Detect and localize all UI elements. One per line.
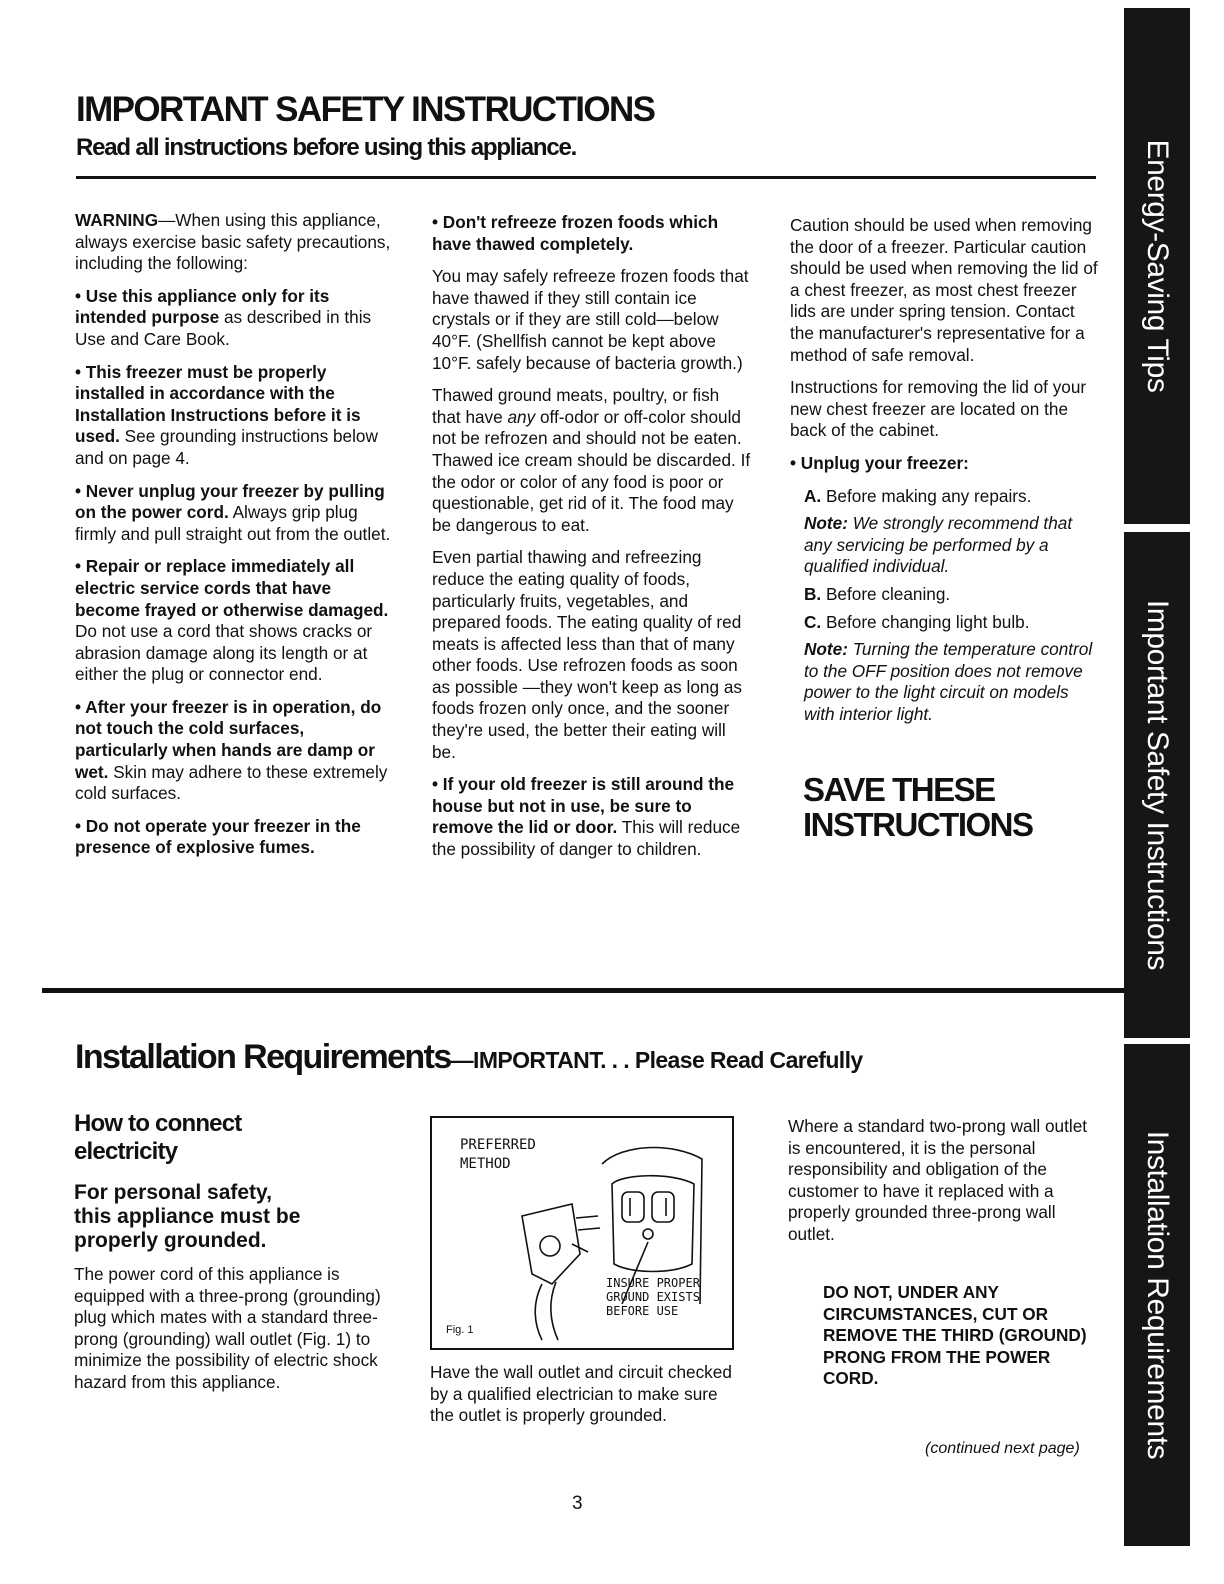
plug-dial bbox=[540, 1236, 560, 1256]
page-number: 3 bbox=[572, 1493, 583, 1514]
refreeze-paragraph: You may safely refreeze frozen foods that have thawed if they still contain ice crystals or if they are still cold—below 40°F. (Shellfish cannot be kept above 10°F. safely because of bacteria growth.) bbox=[432, 266, 749, 373]
continued-note: (continued next page) bbox=[925, 1440, 1080, 1457]
ground-prong-warning: DO NOT, UNDER ANY CIRCUMSTANCES, CUT OR REMOVE THE THIRD (GROUND) PRONG FROM THE POWER CORD. bbox=[823, 1282, 1087, 1389]
note-temperature-control: Note: Turning the temperature control to the OFF position does not remove power to the light circuit on models with interior light. bbox=[804, 639, 1093, 724]
bullet-unplug: • Unplug your freezer: bbox=[790, 452, 969, 473]
power-cord bbox=[535, 1284, 542, 1340]
bullet-repair-cords: • Repair or replace immediately all electric service cords that have become frayed or otherwise damaged. Do not use a cord that shows cracks or abrasion damage along its length or at either the plug or connector end. bbox=[75, 556, 389, 685]
section-divider bbox=[42, 988, 1124, 993]
save-instructions-heading: SAVE THESE INSTRUCTIONS bbox=[803, 771, 1033, 843]
warning-label: WARNING bbox=[75, 210, 159, 230]
safety-column-2 bbox=[432, 212, 752, 872]
plug-prong-1 bbox=[576, 1216, 598, 1218]
lid-instructions-paragraph: Instructions for removing the lid of your new chest freezer are located on the back of the cabinet. bbox=[790, 377, 1087, 441]
ground-hole bbox=[643, 1229, 653, 1239]
partial-thawing-paragraph: Even partial thawing and refreezing reduce the eating quality of foods, particularly fruits, vegetables, and prepared foods. The eating quality of red meats is affected less than that of many other foods. Use refrozen foods as soon as possible —they won't keep as long as foods frozen only once, and the sooner they're used, the better their eating will be. bbox=[432, 547, 742, 762]
outlet-slot-right bbox=[652, 1192, 674, 1222]
outlet-slot-left bbox=[622, 1192, 644, 1222]
power-cord-paragraph: The power cord of this appliance is equipped with a three-prong (grounding) plug which mates with a standard three-prong (grounding) wall outlet (Fig. 1) to minimize the possibility of electric shock hazard from this appliance. bbox=[74, 1264, 381, 1392]
figure-insure-ground: INSURE PROPER GROUND EXISTS BEFORE USE bbox=[606, 1276, 700, 1318]
bullet-never-unplug: • Never unplug your freezer by pulling on the power cord. Always grip plug firmly and pull straight out from the outlet. bbox=[75, 480, 391, 544]
note-servicing: Note: We strongly recommend that any servicing be performed by a qualified individual. bbox=[804, 513, 1073, 577]
how-to-connect-heading: How to connect electricity bbox=[74, 1110, 242, 1165]
safety-column-1 bbox=[75, 210, 395, 870]
unplug-item-c: C. Before changing light bulb. bbox=[804, 611, 1030, 632]
side-tab-energy-saving-tips: Energy-Saving Tips bbox=[1124, 8, 1190, 524]
caution-paragraph: Caution should be used when removing the door of a freezer. Particular caution should be used when removing the lid of a chest freezer, as most chest freezer lids are under spring tension. Contact the manufacturer's representative for a method of safe removal. bbox=[790, 215, 1098, 365]
two-prong-paragraph: Where a standard two-prong wall outlet is encountered, it is the personal responsibility and obligation of the customer to have it replaced with a properly grounded three-prong wall outlet. bbox=[788, 1116, 1088, 1244]
bullet-dont-refreeze: • Don't refreeze frozen foods which have thawed completely. bbox=[432, 212, 719, 254]
page-title: IMPORTANT SAFETY INSTRUCTIONS bbox=[76, 90, 655, 129]
unplug-item-b: B. Before cleaning. bbox=[804, 583, 951, 604]
grounding-heading: For personal safety, this appliance must be properly grounded. bbox=[74, 1181, 301, 1252]
outlet-face bbox=[612, 1176, 694, 1272]
thawed-meats-paragraph: Thawed ground meats, poultry, or fish that have any off-odor or off-color should not be refrozen and should not be eaten. Thawed ice cream should be discarded. If the odor or color of any food is poor or questionable, get rid of it. The food may be dangerous to eat. bbox=[432, 385, 751, 535]
unplug-item-a: A. Before making any repairs. bbox=[804, 485, 1032, 506]
figure-label: Fig. 1 bbox=[446, 1324, 474, 1336]
installation-title: Installation Requirements—IMPORTANT. . . Please Read Carefully bbox=[75, 1038, 863, 1076]
bullet-cold-surfaces: • After your freezer is in operation, do not touch the cold surfaces, particularly when hands are damp or wet. Skin may adhere to these extremely cold surfaces. bbox=[75, 696, 388, 804]
plug-body bbox=[522, 1204, 580, 1284]
side-tab-installation: Installation Requirements bbox=[1124, 1044, 1190, 1546]
warning-paragraph: WARNING—When using this appliance, always exercise basic safety precautions, including the following: bbox=[75, 210, 391, 274]
bullet-old-freezer: • If your old freezer is still around the house but not in use, be sure to remove the lid or door. This will reduce the possibility of danger to children. bbox=[432, 774, 741, 860]
figure-preferred-method: PREFERRED METHOD bbox=[460, 1137, 536, 1172]
side-tab-important-safety: Important Safety Instructions bbox=[1124, 532, 1190, 1038]
figure-1-box bbox=[430, 1116, 734, 1350]
plug-prong-2 bbox=[578, 1228, 600, 1230]
page-subtitle: Read all instructions before using this appliance. bbox=[76, 134, 577, 161]
bullet-explosive-fumes: • Do not operate your freezer in the presence of explosive fumes. bbox=[75, 815, 361, 858]
bullet-intended-purpose: • Use this appliance only for its intended purpose as described in this Use and Care Book. bbox=[75, 285, 372, 349]
top-divider bbox=[76, 176, 1096, 179]
safety-column-3 bbox=[790, 215, 1102, 731]
bullet-properly-installed: • This freezer must be properly installed in accordance with the Installation Instructions before it is used. See grounding instructions below and on page 4. bbox=[75, 361, 378, 468]
electrician-paragraph: Have the wall outlet and circuit checked by a qualified electrician to make sure the outlet is properly grounded. bbox=[430, 1362, 732, 1426]
